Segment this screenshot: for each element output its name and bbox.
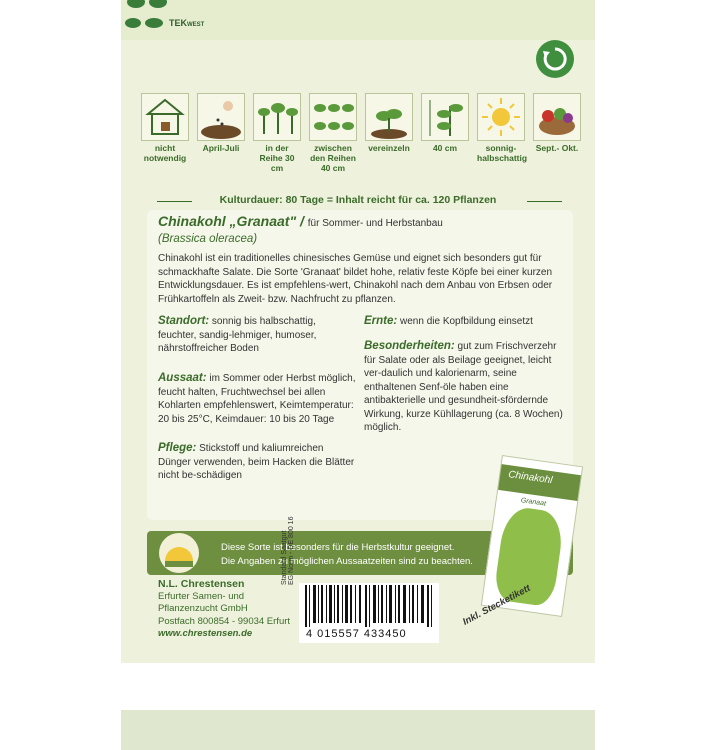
company-address: N.L. Chrestensen Erfurter Samen- und Pflanzenzucht GmbH Postfach 800854 - 99034 Erfurt www.chrestensen.de <box>158 578 291 639</box>
icon-label: Sept.- Okt. <box>535 143 579 153</box>
stecketikett-label: Inkl. Stecketikett <box>461 582 533 628</box>
standard-seed-label: Standard Saatgut EG Norm - DE 800 16 <box>281 516 295 585</box>
latin-name: (Brassica oleracea) <box>158 233 258 245</box>
seed-packet-title: Chinakohl <box>507 469 554 487</box>
thinning-icon <box>365 93 413 141</box>
product-title: Chinakohl „Granaat" / für Sommer- und Herbstanbau <box>158 213 443 229</box>
icon-label: 40 cm <box>432 143 458 153</box>
besonderheiten-section: Besonderheiten: gut zum Frischverzehr für Salate oder als Beilage geeignet, leicht ver-daulich und kalorienarm, seine enthaltenen Senf-öle haben eine antibakterielle und gesundheit-sfördernde Wirkung, kurze Kühllagerung (ca. 8 Wochen) möglich. <box>364 340 563 433</box>
between-rows-icon <box>309 93 357 141</box>
icon-cell <box>533 93 581 154</box>
row-spacing-icon <box>253 93 301 141</box>
icon-label: vereinzeln <box>368 143 410 153</box>
intro-text: Chinakohl ist ein traditionelles chinesisches Gemüse und eignet sich besonders gut für schmackhafte Salate. Die Sorte 'Granaat' bildet hohe, relativ feste Köpfe bei einer kurzen Entwicklungsdauer. Es ist empfehlens-wert, Chinakohl nach dem Anbau von Erbsen oder Frühkartoffeln als Zweit- bzw. Nachfrucht zu pflanzen. <box>158 253 553 305</box>
arrow-right-icon <box>527 201 562 202</box>
ernte-section: Ernte: wenn die Kopfbildung einsetzt <box>364 315 533 327</box>
sun-icon <box>477 93 525 141</box>
icon-cell <box>197 93 245 154</box>
icon-cell <box>365 93 413 154</box>
harvest-basket-icon <box>533 93 581 141</box>
kulturdauer: Kulturdauer: 80 Tage = Inhalt reicht für ca. 120 Pflanzen <box>219 194 497 206</box>
barcode-number: 4 015557 433450 <box>306 628 407 640</box>
icon-cell <box>421 93 469 154</box>
icon-label: in der Reihe 30 cm <box>259 143 295 173</box>
icon-cell <box>141 93 189 164</box>
icon-label: nicht notwendig <box>143 143 187 163</box>
standort-section: Standort: sonnig bis halbschattig, feuchter, sandig-lehmiger, humoser, nährstoffreicher Boden <box>158 315 317 354</box>
seed-packet-back <box>121 0 595 663</box>
seed-packet-subtitle: Granaat <box>520 497 547 508</box>
seed-sowing-icon <box>197 93 245 141</box>
icon-label: April-Juli <box>202 143 240 153</box>
recycle-icon <box>536 40 574 78</box>
icon-label: zwischen den Reihen 40 cm <box>310 143 356 173</box>
house-pot-icon <box>141 93 189 141</box>
logo-dot <box>125 18 141 28</box>
pflege-section: Pflege: Stickstoff und kaliumreichen Dünger verwenden, beim Hacken die Blätter nicht be-schädigen <box>158 442 355 481</box>
icon-cell <box>253 93 301 173</box>
icon-cell <box>477 93 528 164</box>
icon-cell <box>309 93 357 173</box>
barcode-bars <box>299 583 439 627</box>
icon-label: sonnig-halbschattig <box>477 143 528 163</box>
logo-dot <box>145 18 163 28</box>
next-packet-strip <box>121 710 595 750</box>
tek-logo: TEKWEST <box>169 18 205 28</box>
height-icon <box>421 93 469 141</box>
sunrise-logo-icon <box>159 533 199 573</box>
info-band-text: Diese Sorte ist besonders für die Herbstkultur geeignet. Die Angaben zu möglichen Aussaatzeiten sind zu beachten. <box>221 542 473 567</box>
aussaat-section: Aussaat: im Sommer oder Herbst möglich, feucht halten, Fruchtwechsel bei allen Kohlarten empfehlenswert, Keimtemperatur: 20 bis 25°C, Keimdauer: 10 bis 20 Tage <box>158 372 356 425</box>
icon-row <box>141 93 581 188</box>
